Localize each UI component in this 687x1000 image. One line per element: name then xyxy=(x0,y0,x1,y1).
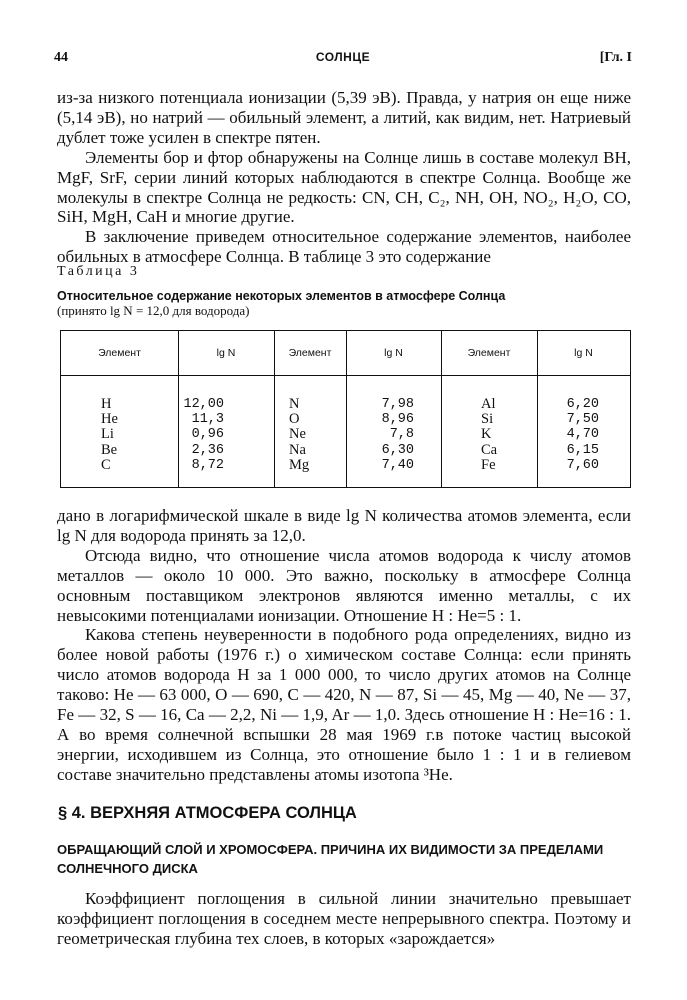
chapter-marker: [Гл. I xyxy=(599,50,632,65)
table-cell-element: Fe xyxy=(481,456,496,473)
table-values-col-3 xyxy=(551,397,599,473)
table-cell-element: H xyxy=(101,396,112,412)
table-cell-value: 7,60 xyxy=(566,457,599,473)
table-cell-element: O xyxy=(289,411,300,428)
table-cell-element: N xyxy=(289,396,300,412)
middle-text-block xyxy=(57,506,631,785)
table-subtitle: (принято lg N = 12,0 для водорода) xyxy=(57,303,250,318)
table-header-element: Элемент xyxy=(467,347,511,359)
bottom-text-block xyxy=(57,889,631,949)
table-cell-element: Ca xyxy=(481,441,498,458)
table-values-col-1 xyxy=(179,397,224,473)
table-elements-col-1 xyxy=(101,397,118,473)
paragraph: дано в логарифмической шкале в виде lg N количества атомов элемента, если lg N для водорода принять за 12,0. xyxy=(57,506,631,545)
table-cell-value: 7,50 xyxy=(566,412,599,428)
table-cell-value: 6,15 xyxy=(566,442,599,458)
table-title: Относительное содержание некоторых элементов в атмосфере Солнца xyxy=(57,289,506,303)
table-header-element: Элемент xyxy=(288,347,332,359)
table-cell-element: C xyxy=(101,456,111,473)
table-cell-value: 8,96 xyxy=(381,412,414,428)
table-cell-element: K xyxy=(481,426,492,443)
table-elements-col-3 xyxy=(481,397,497,473)
table-cell-element: Si xyxy=(481,411,494,428)
table-caption: Таблица 3 xyxy=(57,264,140,279)
running-head xyxy=(54,50,632,68)
table-cell-element: Li xyxy=(101,426,114,443)
table-cell-value: 12,00 xyxy=(183,397,224,412)
table-cell-value: 11,3 xyxy=(191,412,224,428)
table-cell-value: 0,96 xyxy=(191,427,224,443)
table-cell-element: He xyxy=(101,411,118,428)
table-cell-value: 7,40 xyxy=(381,457,414,473)
section-heading: § 4. ВЕРХНЯЯ АТМОСФЕРА СОЛНЦА xyxy=(58,804,357,822)
table-header-lgn: lg N xyxy=(216,347,236,359)
table-cell-element: Na xyxy=(289,441,306,458)
table-cell-value: 8,72 xyxy=(191,457,224,473)
table-cell-value: 6,30 xyxy=(381,442,414,458)
table-cell-element: Be xyxy=(101,441,118,458)
table-cell-element: Al xyxy=(481,396,496,412)
table-cell-value: 2,36 xyxy=(191,442,224,458)
table-values-col-2 xyxy=(361,397,414,473)
table-header-lgn: lg N xyxy=(574,347,593,359)
paragraph: В заключение приведем относительное содержание элементов, наиболее обильных в атмосфере Солнца. В таблице 3 это содержание xyxy=(57,227,631,267)
table-cell-element: Ne xyxy=(289,426,306,443)
running-title: СОЛНЦЕ xyxy=(315,50,371,64)
table-cell-element: Mg xyxy=(289,456,310,473)
page-number: 44 xyxy=(54,50,68,65)
paragraph: Какова степень неуверенности в подобного рода определениях, видно из более новой работы (1976 г.) о химическом составе Солнца: если принять число атомов водорода H за 1 000 000, то число других атомов на Солнце таково: He — 63 000, O — 690, C — 420, N — 87, Si — 45, Mg — 40, Ne — 37, Fe — 32, S — 16, Ca — 2,2, Ni — 1,9, Ar — 1,0. Здесь отношение H : He=16 : 1. А во время солнечной вспышки 28 мая 1969 г.в потоке частиц высокой энергии, исходившем из Солнца, это отношение было 1 : 1 и в гелиевом составе значительно представлены атомы изотопа ³He. xyxy=(57,625,631,784)
table-cell-value: 7,8 xyxy=(389,427,414,443)
table-header-element: Элемент xyxy=(98,347,141,359)
paragraph: Отсюда видно, что отношение числа атомов водорода к числу атомов металлов — около 10 000. Это важно, поскольку в атмосфере Солнца основным поставщиком электронов являются именно металлы, с их невысокими потенциалами ионизации. Отношение H : He=5 : 1. xyxy=(57,545,631,625)
top-text-block xyxy=(57,88,631,267)
table-header-lgn: lg N xyxy=(384,347,403,359)
paragraph: Элементы бор и фтор обнаружены на Солнце лишь в составе молекул BH, MgF, SrF, серии линий которых наблюдаются в спектре Солнца. Вообще же молекулы в спектре Солнца не редкость: CN, CH, C₂, NH, OH, NO₂, H₂O, CO, SiH, MgH, CaH и многие другие. xyxy=(57,147,631,227)
paragraph: из-за низкого потенциала ионизации (5,39 эВ). Правда, у натрия он еще ниже (5,14 эВ), но натрий — обильный элемент, а литий, как видим, нет. Натриевый дублет тоже усилен в спектре пятен. xyxy=(57,88,631,147)
subsection-heading: ОБРАЩАЮЩИЙ СЛОЙ И ХРОМОСФЕРА. ПРИЧИНА ИХ ВИДИМОСТИ ЗА ПРЕДЕЛАМИ СОЛНЕЧНОГО ДИСКА xyxy=(57,842,604,876)
table-elements-col-2 xyxy=(289,397,309,473)
table-cell-value: 4,70 xyxy=(566,427,599,443)
paragraph: Коэффициент поглощения в сильной линии значительно превышает коэффициент поглощения в соседнем месте непрерывного спектра. Поэтому и геометрическая глубина тех слоев, в которых «зарождается» xyxy=(57,889,631,948)
table-cell-value: 6,20 xyxy=(566,397,599,412)
table-cell-value: 7,98 xyxy=(381,397,414,412)
abundance-table xyxy=(60,330,631,488)
